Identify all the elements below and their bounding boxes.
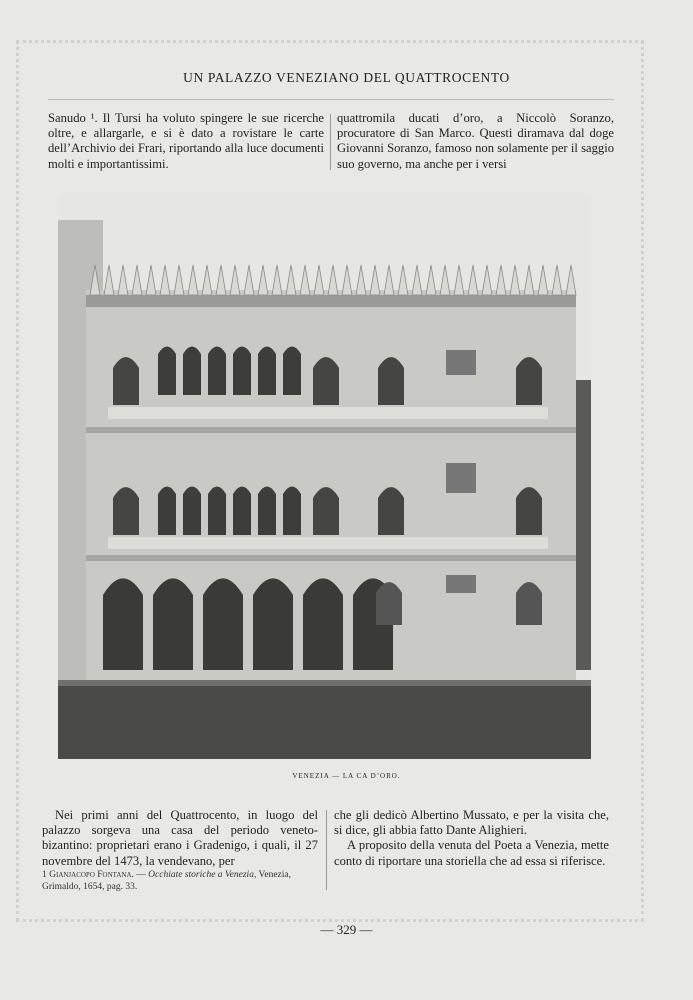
arched-window <box>283 487 301 536</box>
footnote-marker: 1 <box>42 870 47 880</box>
arched-window <box>283 347 301 396</box>
bottom-left-column <box>42 808 318 869</box>
arched-window <box>203 578 243 670</box>
photo-ca-doro <box>58 195 591 759</box>
bottom-right-column <box>334 808 609 869</box>
page-number: — 329 — <box>320 922 373 937</box>
arched-window <box>378 487 404 535</box>
cornice <box>86 295 576 307</box>
arched-window <box>233 487 251 536</box>
canal-water <box>58 680 591 759</box>
arched-window <box>208 347 226 396</box>
arched-window <box>233 347 251 396</box>
arched-window <box>158 347 176 396</box>
arched-window <box>183 487 201 536</box>
paragraph: A proposito della venuta del Poeta a Venezia, mette conto di riportare una storiella che ad essa si riferisce. <box>334 838 609 868</box>
arched-window <box>516 357 542 405</box>
top-left-column <box>48 111 324 172</box>
header-rule <box>48 99 614 100</box>
square-window <box>446 463 476 493</box>
balcony <box>108 407 548 419</box>
arched-window <box>158 487 176 536</box>
palazzo-photograph <box>58 195 591 759</box>
arched-window <box>103 578 143 670</box>
footnote-author: Gianjacopo Fontana. <box>49 870 134 880</box>
column-divider <box>326 810 327 890</box>
arched-window <box>313 357 339 405</box>
arched-window <box>258 347 276 396</box>
waterline <box>58 680 591 686</box>
string-course <box>86 555 576 561</box>
footnote-work: Occhiate storiche a Venezia, <box>148 870 257 880</box>
arched-window <box>183 347 201 396</box>
arched-window <box>313 487 339 535</box>
top-right-column <box>337 111 614 172</box>
paragraph: quattromila ducati d’oro, a Niccolò Soranzo, procuratore di San Marco. Questi diramava dal doge Giovanni Soranzo, famoso non solamente per il saggio suo governo, ma anche per i versi <box>337 111 614 171</box>
arched-window <box>378 357 404 405</box>
footnote-dash: — <box>136 870 146 880</box>
arched-window <box>376 582 402 625</box>
running-title: UN PALAZZO VENEZIANO DEL QUATTROCENTO <box>183 70 510 85</box>
arched-window <box>208 487 226 536</box>
balcony <box>108 537 548 549</box>
square-window <box>446 350 476 375</box>
paragraph: che gli dedicò Albertino Mussato, e per la visita che, si dice, gli abbia fatto Dante Alighieri. <box>334 808 609 838</box>
string-course <box>86 427 576 433</box>
arched-window <box>303 578 343 670</box>
arched-window <box>153 578 193 670</box>
footnote <box>42 869 318 893</box>
arched-window <box>253 578 293 670</box>
figure-caption: VENEZIA — LA CA D’ORO. <box>292 772 401 780</box>
square-window <box>446 575 476 593</box>
arched-window <box>516 582 542 625</box>
arched-window <box>113 357 139 405</box>
paragraph: Nei primi anni del Quattrocento, in luogo del palazzo sorgeva una casa del periodo veneto-bizantino: proprietari erano i Gradenigo, i quali, il 27 novembre del 1473, la vendevano, per <box>42 808 318 868</box>
column-divider <box>330 114 331 170</box>
arched-window <box>113 487 139 535</box>
arched-window <box>258 487 276 536</box>
arched-window <box>516 487 542 535</box>
paragraph: Sanudo ¹. Il Tursi ha voluto spingere le sue ricerche oltre, e allargarle, e si è dato a rovistare le carte dell’Archivio dei Frari, riportando alla luce documenti molti e importantissimi. <box>48 111 324 171</box>
footnote-rest: Venezia, Grimaldo, 1654, pag. 33. <box>42 870 291 892</box>
